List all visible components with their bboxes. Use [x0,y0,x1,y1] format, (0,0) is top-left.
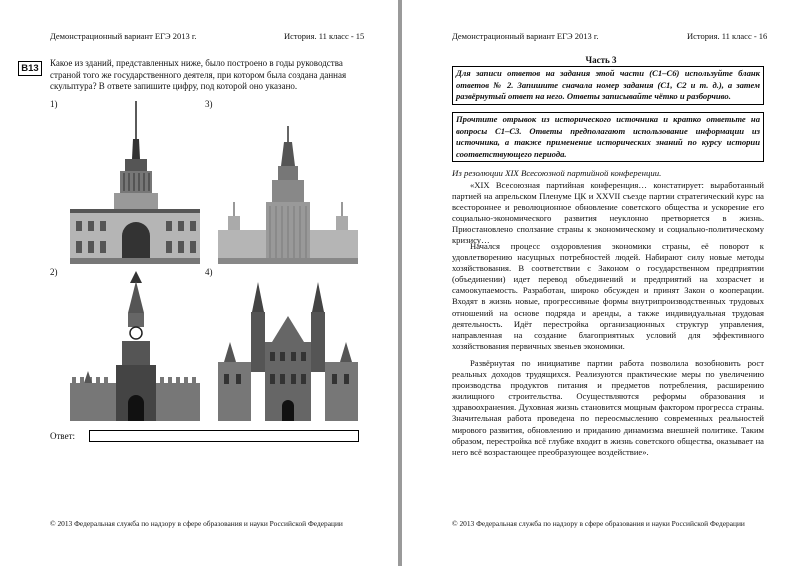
answer-label: Ответ: [50,431,76,441]
right-page [402,0,800,566]
question-text: Какое из зданий, представленных ниже, было построено в годы руководства страной того же государственного деятеля, при котором была создана данная скульптура? В ответе запишите цифру, под которой оно указано. [50,58,347,92]
footer: © 2013 Федеральная служба по надзору в сфере образования и науки Российской Федерации [452,519,745,528]
instruction-box-1: Для записи ответов на задания этой части (С1–С6) используйте бланк ответов № 2. Запишите сначала номер задания (С1, С2 и т. д.), а затем развёрнутый ответ на него. Ответы записывайте чётко и разборчиво. [452,66,764,105]
option-number-4: 4) [205,267,213,277]
answer-field[interactable] [89,430,359,442]
header-right: История. 11 класс - 15 [284,31,365,41]
building-image-2 [70,271,200,421]
building-image-4 [218,282,358,421]
option-number-1: 1) [50,99,58,109]
footer: © 2013 Федеральная служба по надзору в сфере образования и науки Российской Федерации [50,519,343,528]
option-number-2: 2) [50,267,58,277]
source-paragraph-2: Начался процесс оздоровления экономики страны, её поворот к удовлетворению насущных потребностей людей. Набирают силу новые методы хозяйствования. В соответствии с Законом о государственном предприятии (объединении) идет перевод объединений и предприятий на хозрасчет и самоокупаемость. Разработан, широко обсужден и принят Закон о кооперации. Входят в жизнь новые, прогрессивные формы внутрипроизводственных трудовых отношений на основе подряда и аренды, а также индивидуальная трудовая деятельность. Идёт перестройка организационных структур управления, направленная на создание благоприятных условий для эффективного хозяйствования первичных звеньев экономики. [452,241,764,351]
source-title: Из резолюции XIX Всесоюзной партийной конференции. [452,168,662,178]
header-left: Демонстрационный вариант ЕГЭ 2013 г. [50,31,197,41]
source-paragraph-3: Развёрнутая по инициативе партии работа позволила возобновить рост реальных доходов трудящихся. Реализуются практические меры по увеличению производства продуктов питания и предметов потребления, расширению жилищного строительства. Осуществляются реформы образования и здравоохранения. Духовная жизнь становится мощным фактором прогресса страны. Значительная работа проведена по переосмыслению современных реальностей мирового развития, обновлению и приданию динамизма внешней политике. Таким образом, перестройка всё глубже входит в жизнь советского общества, оказывает на него всё возрастающее преобразующее воздействие». [452,358,764,457]
part-title: Часть 3 [585,55,617,65]
source-paragraph-1: «XIX Всесоюзная партийная конференция… констатирует: выработанный партией на апрельском Пленуме ЦК и XXVII съезде партии стратегический курс на всестороннее и революционное обновление советского общества и ускорение его социально-экономического развития неуклонно претворяется в жизнь. Приостановлено сползание страны к экономическому и социально-политическому кризису… [452,180,764,246]
instruction-box-2: Прочтите отрывок из исторического источника и кратко ответьте на вопросы С1–С3. Ответы предполагают использование информации из источника, а также применение исторических знаний по курсу истории соответствующего периода. [452,112,764,162]
left-page [0,0,398,566]
header-right: История. 11 класс - 16 [687,31,768,41]
building-image-1 [70,101,200,264]
task-label: B13 [18,61,42,76]
option-number-3: 3) [205,99,213,109]
header-left: Демонстрационный вариант ЕГЭ 2013 г. [452,31,599,41]
building-image-3 [218,126,358,264]
